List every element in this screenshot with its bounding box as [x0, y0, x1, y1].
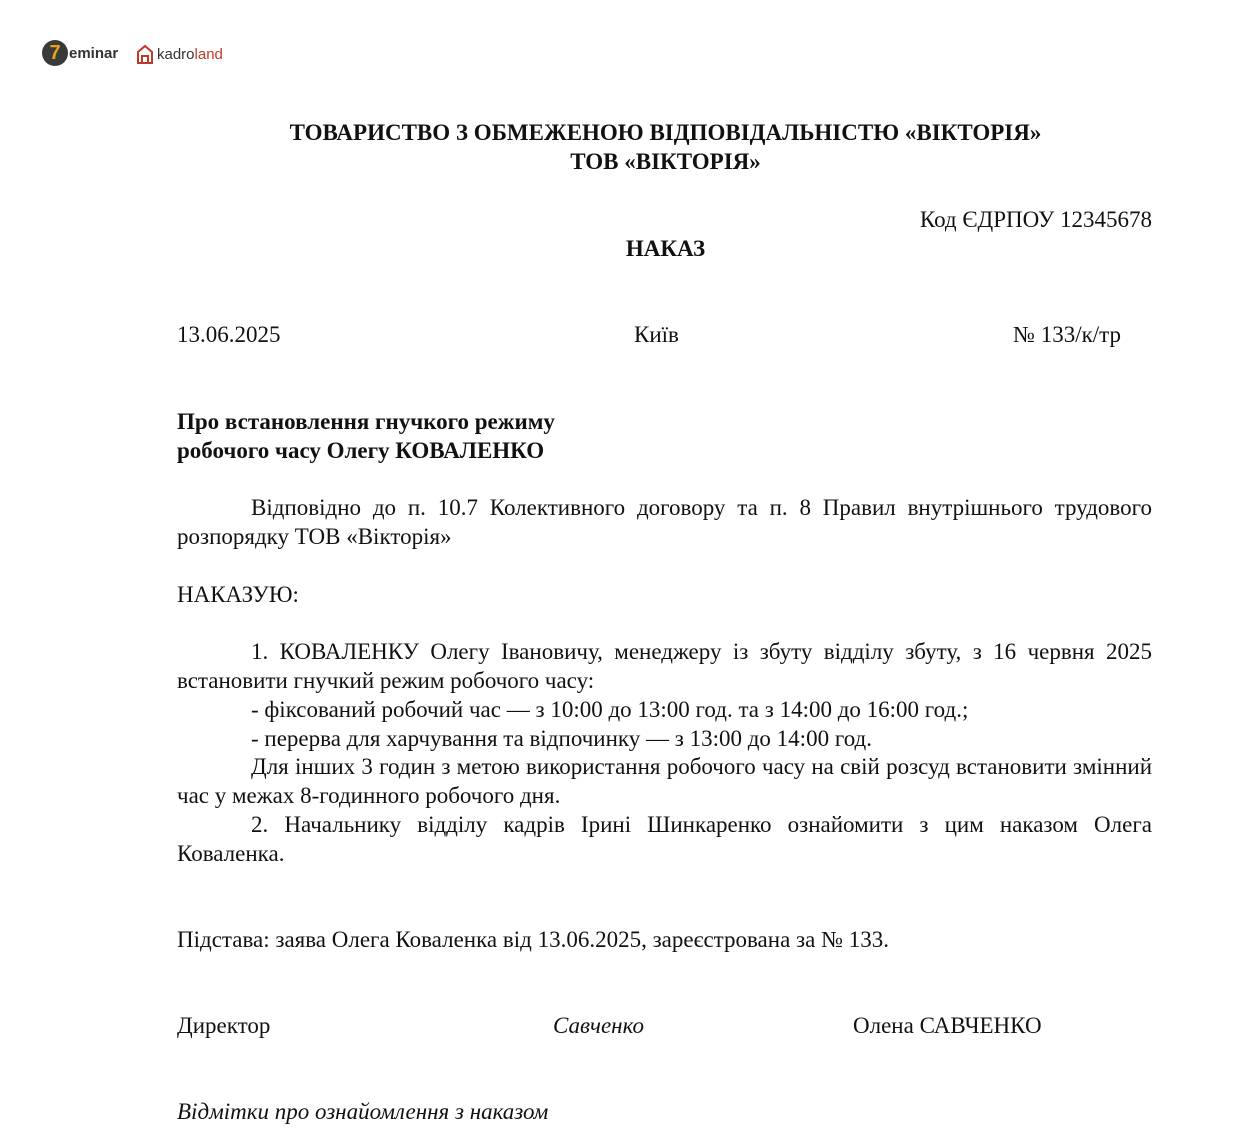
- subject-line-1: Про встановлення гнучкого режиму: [177, 409, 555, 434]
- subject-line-2: робочого часу Олегу КОВАЛЕНКО: [177, 438, 545, 463]
- kadroland-logo-part1: kadro: [157, 45, 195, 63]
- house-icon: [136, 44, 154, 64]
- seminar-logo-digit: 7: [42, 40, 68, 66]
- signatory-position: Директор: [177, 1013, 271, 1038]
- kadroland-logo: [136, 44, 223, 64]
- signature: Савченко: [553, 1013, 644, 1038]
- order-item-1: 1. КОВАЛЕНКУ Олегу Івановичу, менеджеру із збуту відділу збуту, з 16 червня 2025 встановити гнучкий режим робочого часу:: [177, 639, 1152, 693]
- kadroland-logo-part2: land: [194, 45, 223, 63]
- order-number: № 133/к/тр: [1013, 322, 1121, 347]
- order-city: Київ: [634, 322, 679, 347]
- order-word: НАКАЗУЮ:: [177, 582, 299, 607]
- org-full-name: ТОВАРИСТВО З ОБМЕЖЕНОЮ ВІДПОВІДАЛЬНІСТЮ «ВІКТОРІЯ»: [289, 120, 1042, 145]
- order-item-1-continuation: Для інших 3 годин з метою використання робочого часу на свій розсуд встановити змінний час у межах 8-годинного робочого дня.: [177, 754, 1152, 808]
- edrpou-code: Код ЄДРПОУ 12345678: [919, 207, 1152, 232]
- doc-title: НАКАЗ: [625, 236, 706, 261]
- basis: Підстава: заява Олега Коваленка від 13.06.2025, зареєстрована за № 133.: [177, 927, 890, 952]
- acknowledgement-note: Відмітки про ознайомлення з наказом: [177, 1099, 549, 1124]
- preamble: Відповідно до п. 10.7 Колективного договору та п. 8 Правил внутрішнього трудового розпорядку ТОВ «Вікторія»: [177, 495, 1152, 549]
- seminar-logo-word: eminar: [69, 44, 119, 62]
- order-bullet-2: - перерва для харчування та відпочинку — з 13:00 до 14:00 год.: [251, 726, 872, 751]
- org-short-name: ТОВ «ВІКТОРІЯ»: [570, 149, 761, 174]
- order-bullet-1: - фіксований робочий час — з 10:00 до 13:00 год. та з 14:00 до 16:00 год.;: [251, 697, 969, 722]
- order-item-2: 2. Начальнику відділу кадрів Ірині Шинкаренко ознайомити з цим наказом Олега Коваленка.: [177, 812, 1152, 866]
- order-date: 13.06.2025: [177, 322, 281, 347]
- signatory-name: Олена САВЧЕНКО: [853, 1013, 1042, 1038]
- seminar-logo: [42, 40, 118, 66]
